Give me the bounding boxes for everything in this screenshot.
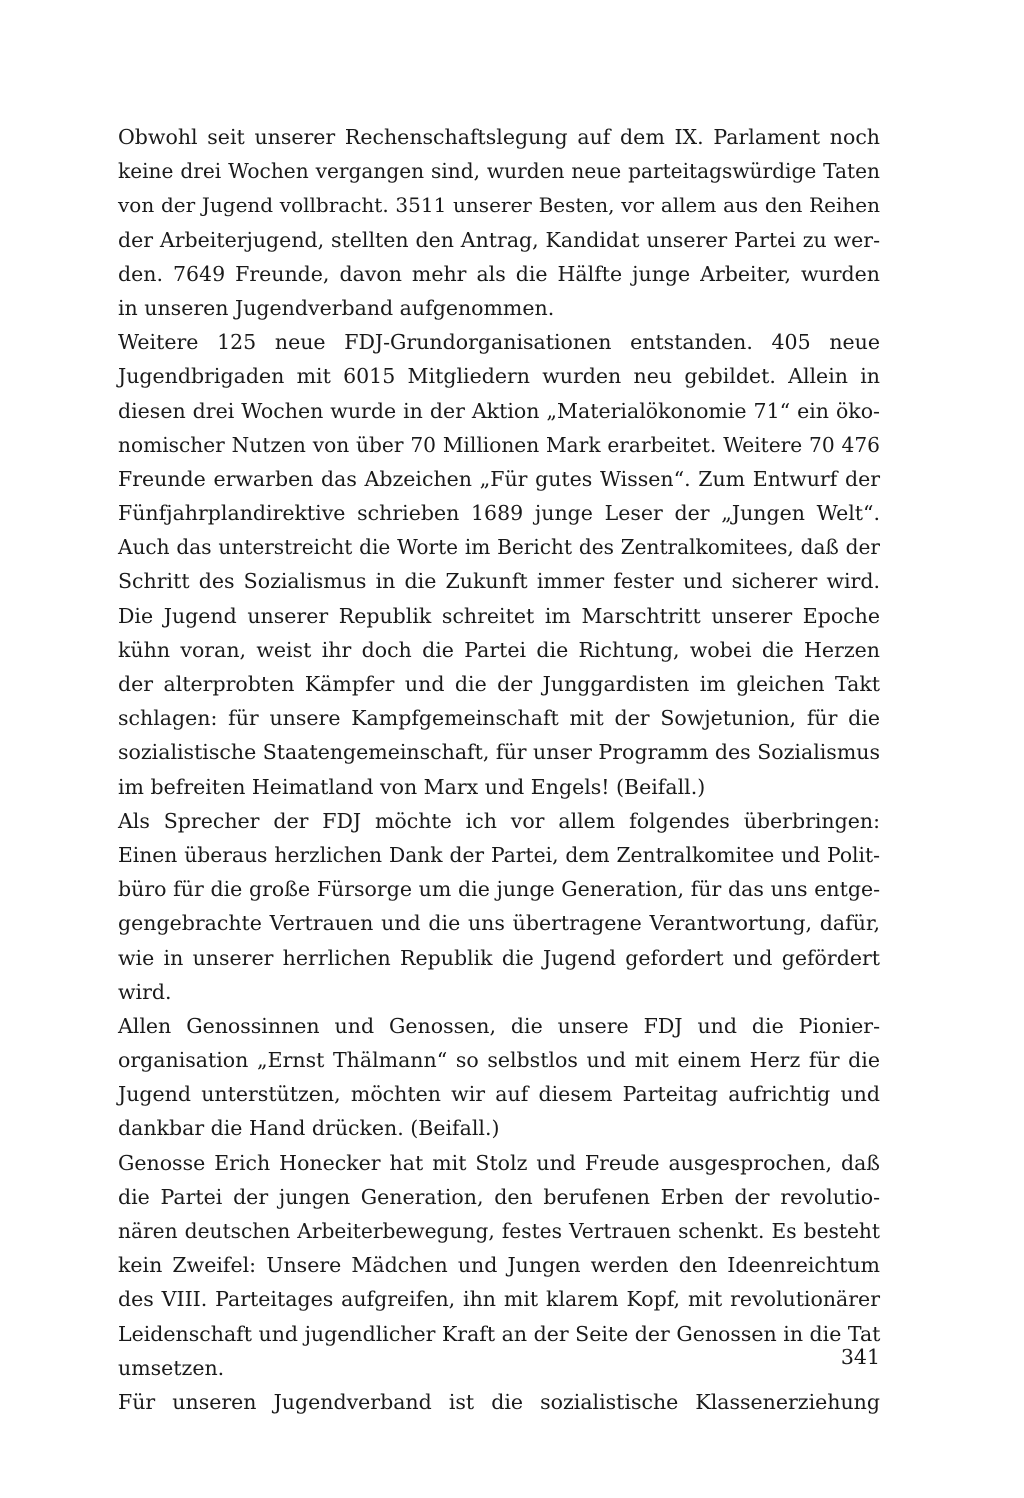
text-line: den. 7649 Freunde, davon mehr als die Hälfte junge Arbeiter, wurden xyxy=(118,261,880,286)
text-line: wird. xyxy=(118,979,172,1004)
paragraph xyxy=(118,120,880,325)
text-line: Obwohl seit unserer Rechenschaftslegung auf dem IX. Parlament noch xyxy=(118,125,880,149)
text-line: Fünfjahrplandirektive schrieben 1689 junge Leser der „Jungen Welt“. xyxy=(118,501,880,526)
text-line: wie in unserer herrlichen Republik die Jugend gefordert und gefördert xyxy=(118,945,880,970)
text-line: nomischer Nutzen von über 70 Millionen Mark erarbeitet. Weitere 70 476 xyxy=(118,432,880,457)
text-line: Leidenschaft und jugendlicher Kraft an der Seite der Genossen in die Tat xyxy=(118,1321,881,1346)
text-line: kühn voran, weist ihr doch die Partei die Richtung, wobei die Herzen xyxy=(118,637,880,662)
text-line: Die Jugend unserer Republik schreitet im Marschtritt unserer Epoche xyxy=(118,603,880,628)
paragraph xyxy=(118,325,880,804)
text-line: organisation „Ernst Thälmann“ so selbstlos und mit einem Herz für die xyxy=(118,1048,880,1073)
text-line: des VIII. Parteitages aufgreifen, ihn mit klarem Kopf, mit revolutionärer xyxy=(118,1287,880,1312)
text-line: Allen Genossinnen und Genossen, die unsere FDJ und die Pionier- xyxy=(118,1013,880,1038)
text-line: Für unseren Jugendverband ist die sozialistische Klassenerziehung xyxy=(118,1389,880,1414)
text-line: der Arbeiterjugend, stellten den Antrag, Kandidat unserer Partei zu wer- xyxy=(118,227,880,252)
text-line: kein Zweifel: Unsere Mädchen und Jungen werden den Ideenreichtum xyxy=(118,1253,880,1278)
text-line: Jugend unterstützen, möchten wir auf diesem Parteitag aufrichtig und xyxy=(118,1082,880,1107)
text-line: Freunde erwarben das Abzeichen „Für gutes Wissen“. Zum Entwurf der xyxy=(118,466,880,491)
text-line: Jugendbrigaden mit 6015 Mitgliedern wurden neu gebildet. Allein in xyxy=(118,364,880,389)
text-line: Weitere 125 neue FDJ-Grundorganisationen entstanden. 405 neue xyxy=(118,330,880,355)
text-line: die Partei der jungen Generation, den berufenen Erben der revolutio- xyxy=(118,1184,880,1209)
text-line: in unseren Jugendverband aufgenommen. xyxy=(118,295,555,320)
paragraph xyxy=(118,804,880,1009)
paragraph xyxy=(118,1009,880,1146)
text-line: gengebrachte Vertrauen und die uns übertragene Verantwortung, dafür, xyxy=(118,911,880,936)
text-line: der alterprobten Kämpfer und die der Junggardisten im gleichen Takt xyxy=(118,672,880,696)
text-line: Schritt des Sozialismus in die Zukunft immer fester und sicherer wird. xyxy=(118,569,880,594)
text-line: umsetzen. xyxy=(118,1355,225,1380)
body-text xyxy=(118,120,880,1419)
paragraph xyxy=(118,1385,880,1419)
text-line: im befreiten Heimatland von Marx und Engels! (Beifall.) xyxy=(118,774,706,799)
text-line: Genosse Erich Honecker hat mit Stolz und Freude ausgesprochen, daß xyxy=(118,1150,880,1175)
text-line: sozialistische Staatengemeinschaft, für unser Programm des Sozialismus xyxy=(118,740,880,765)
text-line: Auch das unterstreicht die Worte im Bericht des Zentralkomitees, daß der xyxy=(118,535,880,560)
text-line: keine drei Wochen vergangen sind, wurden neue parteitagswürdige Taten xyxy=(118,159,880,184)
page-number: 341 xyxy=(840,1345,880,1369)
text-line: schlagen: für unsere Kampfgemeinschaft mit der Sowjetunion, für die xyxy=(118,706,880,731)
text-line: Als Sprecher der FDJ möchte ich vor allem folgendes überbringen: xyxy=(118,808,880,833)
text-line: von der Jugend vollbracht. 3511 unserer Besten, vor allem aus den Reihen xyxy=(118,193,880,218)
paragraph xyxy=(118,1146,880,1385)
text-line: büro für die große Fürsorge um die junge Generation, für das uns entge- xyxy=(118,877,880,902)
text-line: Einen überaus herzlichen Dank der Partei, dem Zentralkomitee und Polit- xyxy=(118,842,880,867)
text-line: nären deutschen Arbeiterbewegung, festes Vertrauen schenkt. Es besteht xyxy=(118,1219,880,1243)
text-line: diesen drei Wochen wurde in der Aktion „Materialökonomie 71“ ein öko- xyxy=(118,398,880,423)
text-line: dankbar die Hand drücken. (Beifall.) xyxy=(118,1116,500,1141)
